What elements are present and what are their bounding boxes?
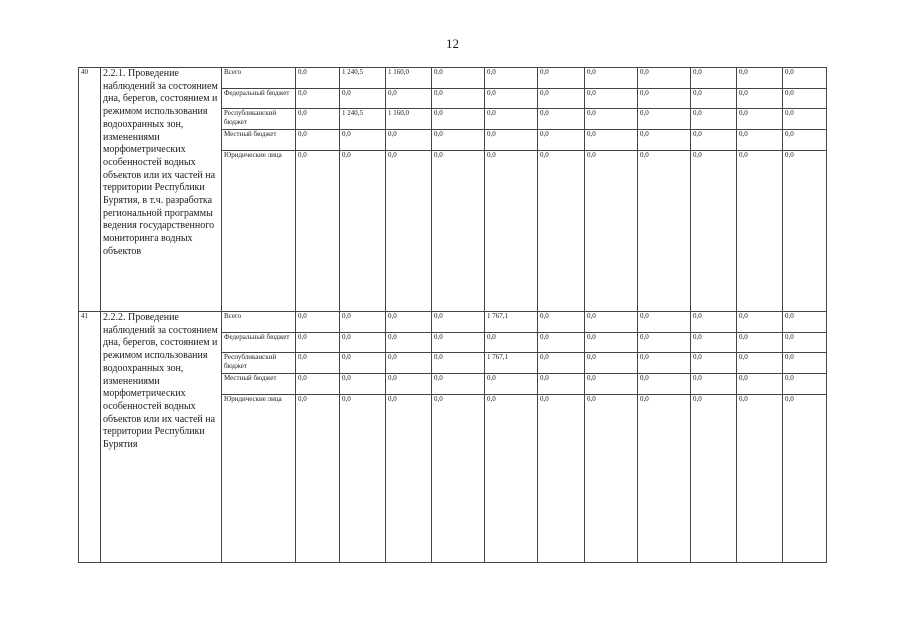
value-cell: 0,0 xyxy=(585,130,638,151)
value-cell: 0,0 xyxy=(737,130,783,151)
value-cell: 0,0 xyxy=(386,130,432,151)
value-cell: 0,0 xyxy=(296,374,340,395)
value-cell: 0,0 xyxy=(737,353,783,374)
funding-source: Всего xyxy=(222,312,296,333)
value-cell: 0,0 xyxy=(783,353,827,374)
value-cell: 0,0 xyxy=(737,374,783,395)
value-cell: 0,0 xyxy=(783,374,827,395)
value-cell: 0,0 xyxy=(585,395,638,563)
funding-source: Местный бюджет xyxy=(222,130,296,151)
value-cell: 0,0 xyxy=(585,89,638,109)
value-cell: 0,0 xyxy=(638,395,691,563)
value-cell: 0,0 xyxy=(485,68,538,89)
value-cell: 0,0 xyxy=(296,89,340,109)
value-cell: 0,0 xyxy=(585,109,638,130)
value-cell: 0,0 xyxy=(296,353,340,374)
value-cell: 0,0 xyxy=(432,333,485,353)
value-cell: 0,0 xyxy=(296,130,340,151)
value-cell: 0,0 xyxy=(485,89,538,109)
funding-source: Республиканский бюджет xyxy=(222,109,296,130)
value-cell: 0,0 xyxy=(538,395,585,563)
value-cell: 0,0 xyxy=(638,68,691,89)
funding-source: Местный бюджет xyxy=(222,374,296,395)
value-cell: 0,0 xyxy=(638,374,691,395)
value-cell: 0,0 xyxy=(638,353,691,374)
table-body xyxy=(79,68,827,563)
value-cell: 0,0 xyxy=(432,374,485,395)
value-cell: 0,0 xyxy=(691,333,737,353)
value-cell: 0,0 xyxy=(340,151,386,312)
value-cell: 0,0 xyxy=(386,333,432,353)
row-number: 40 xyxy=(79,68,101,312)
value-cell: 1 160,0 xyxy=(386,109,432,130)
value-cell: 0,0 xyxy=(386,312,432,333)
value-cell: 0,0 xyxy=(340,395,386,563)
value-cell: 0,0 xyxy=(485,130,538,151)
value-cell: 1 160,0 xyxy=(386,68,432,89)
value-cell: 0,0 xyxy=(585,312,638,333)
value-cell: 0,0 xyxy=(296,312,340,333)
value-cell: 0,0 xyxy=(538,68,585,89)
value-cell: 0,0 xyxy=(691,353,737,374)
value-cell: 0,0 xyxy=(585,374,638,395)
value-cell: 0,0 xyxy=(585,68,638,89)
value-cell: 0,0 xyxy=(638,89,691,109)
value-cell: 0,0 xyxy=(783,89,827,109)
value-cell: 0,0 xyxy=(691,374,737,395)
value-cell: 0,0 xyxy=(783,333,827,353)
value-cell: 0,0 xyxy=(538,374,585,395)
value-cell: 0,0 xyxy=(432,312,485,333)
value-cell: 0,0 xyxy=(737,333,783,353)
value-cell: 0,0 xyxy=(737,109,783,130)
value-cell: 0,0 xyxy=(638,312,691,333)
value-cell: 0,0 xyxy=(340,312,386,333)
value-cell: 0,0 xyxy=(538,109,585,130)
value-cell: 0,0 xyxy=(638,333,691,353)
value-cell: 1 767,1 xyxy=(485,312,538,333)
value-cell: 0,0 xyxy=(296,109,340,130)
funding-source: Федеральный бюджет xyxy=(222,333,296,353)
value-cell: 0,0 xyxy=(783,312,827,333)
value-cell: 0,0 xyxy=(783,109,827,130)
table-row xyxy=(79,312,827,333)
funding-source: Федеральный бюджет xyxy=(222,89,296,109)
value-cell: 0,0 xyxy=(638,130,691,151)
value-cell: 1 240,5 xyxy=(340,109,386,130)
value-cell: 0,0 xyxy=(638,109,691,130)
value-cell: 0,0 xyxy=(783,130,827,151)
value-cell: 0,0 xyxy=(432,109,485,130)
value-cell: 0,0 xyxy=(485,109,538,130)
value-cell: 0,0 xyxy=(386,89,432,109)
value-cell: 0,0 xyxy=(638,151,691,312)
table-row xyxy=(79,68,827,89)
value-cell: 0,0 xyxy=(296,395,340,563)
value-cell: 0,0 xyxy=(538,353,585,374)
value-cell: 0,0 xyxy=(432,151,485,312)
value-cell: 0,0 xyxy=(485,395,538,563)
value-cell: 0,0 xyxy=(296,151,340,312)
value-cell: 0,0 xyxy=(538,312,585,333)
funding-source: Юридические лица xyxy=(222,151,296,312)
value-cell: 0,0 xyxy=(783,395,827,563)
value-cell: 0,0 xyxy=(783,151,827,312)
value-cell: 0,0 xyxy=(340,353,386,374)
value-cell: 0,0 xyxy=(296,68,340,89)
page-number: 12 xyxy=(446,36,459,51)
value-cell: 0,0 xyxy=(296,333,340,353)
value-cell: 0,0 xyxy=(432,130,485,151)
value-cell: 0,0 xyxy=(691,151,737,312)
value-cell: 0,0 xyxy=(691,130,737,151)
value-cell: 0,0 xyxy=(340,374,386,395)
value-cell: 0,0 xyxy=(737,395,783,563)
funding-source: Юридические лица xyxy=(222,395,296,563)
value-cell: 0,0 xyxy=(432,68,485,89)
value-cell: 0,0 xyxy=(340,333,386,353)
value-cell: 0,0 xyxy=(386,151,432,312)
value-cell: 0,0 xyxy=(485,151,538,312)
value-cell: 0,0 xyxy=(386,353,432,374)
budget-table xyxy=(78,67,827,563)
value-cell: 0,0 xyxy=(783,68,827,89)
value-cell: 1 767,1 xyxy=(485,353,538,374)
value-cell: 0,0 xyxy=(340,130,386,151)
value-cell: 0,0 xyxy=(432,395,485,563)
value-cell: 0,0 xyxy=(585,333,638,353)
value-cell: 0,0 xyxy=(485,333,538,353)
value-cell: 0,0 xyxy=(386,374,432,395)
value-cell: 0,0 xyxy=(538,130,585,151)
value-cell: 0,0 xyxy=(538,89,585,109)
value-cell: 0,0 xyxy=(691,395,737,563)
measure-name: 2.2.2. Проведение наблюдений за состоянием дна, берегов, состоянием и режимом использования водоохранных зон, изменениями морфометрических особенностей водных объектов или их частей на территории Республики Бурятия xyxy=(101,312,222,563)
value-cell: 0,0 xyxy=(737,151,783,312)
value-cell: 0,0 xyxy=(485,374,538,395)
value-cell: 0,0 xyxy=(691,109,737,130)
value-cell: 0,0 xyxy=(432,353,485,374)
value-cell: 0,0 xyxy=(538,333,585,353)
value-cell: 0,0 xyxy=(340,89,386,109)
value-cell: 0,0 xyxy=(691,68,737,89)
value-cell: 0,0 xyxy=(737,89,783,109)
value-cell: 0,0 xyxy=(386,395,432,563)
value-cell: 0,0 xyxy=(585,353,638,374)
funding-source: Республиканский бюджет xyxy=(222,353,296,374)
value-cell: 0,0 xyxy=(585,151,638,312)
value-cell: 0,0 xyxy=(737,68,783,89)
measure-name: 2.2.1. Проведение наблюдений за состоянием дна, берегов, состоянием и режимом использования водоохранных зон, изменениями морфометрических особенностей водных объектов или их частей на территории Республики Бурятия, в т.ч. разработка региональной программы ведения государственного мониторинга водных объектов xyxy=(101,68,222,312)
value-cell: 0,0 xyxy=(691,312,737,333)
row-number: 41 xyxy=(79,312,101,563)
funding-source: Всего xyxy=(222,68,296,89)
value-cell: 0,0 xyxy=(691,89,737,109)
value-cell: 1 240,5 xyxy=(340,68,386,89)
value-cell: 0,0 xyxy=(737,312,783,333)
value-cell: 0,0 xyxy=(432,89,485,109)
value-cell: 0,0 xyxy=(538,151,585,312)
